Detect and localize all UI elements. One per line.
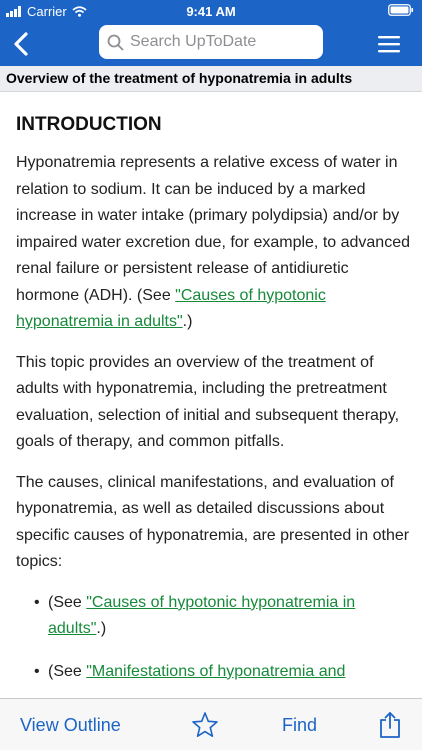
paragraph-intro bbox=[16, 150, 410, 336]
paragraph-text: Hyponatremia represents a relative excess of water in relation to sodium. It can be induced by a marked increase in water intake (primary polydipsia) and/or by impaired water excretion due, for example, to advanced renal failure or persistent release of antidiuretic hormone (ADH). (See bbox=[16, 154, 410, 304]
list-item-prefix: (See bbox=[48, 662, 87, 680]
app-header bbox=[0, 0, 422, 66]
bottom-toolbar bbox=[0, 698, 422, 750]
topic-title: Overview of the treatment of hyponatremia in adults bbox=[0, 66, 422, 92]
view-outline-button[interactable]: View Outline bbox=[20, 715, 121, 735]
list-item bbox=[34, 659, 410, 686]
find-button[interactable]: Find bbox=[282, 715, 318, 735]
section-heading: INTRODUCTION bbox=[16, 114, 162, 135]
star-icon bbox=[191, 711, 219, 739]
share-icon bbox=[378, 711, 402, 739]
list-item-prefix: (See bbox=[48, 593, 87, 611]
status-bar bbox=[0, 0, 422, 22]
menu-icon bbox=[378, 35, 400, 53]
paragraph-overview: This topic provides an overview of the treatment of adults with hyponatremia, including the pretreatment evaluation, selection of initial and subsequent therapy, goals of therapy, and common pitfalls. bbox=[16, 353, 400, 450]
back-button[interactable] bbox=[10, 30, 34, 58]
related-topics-list bbox=[16, 590, 410, 686]
article-content bbox=[0, 92, 422, 698]
carrier-label: Carrier bbox=[27, 4, 67, 19]
share-button[interactable] bbox=[378, 711, 402, 739]
navigation-bar bbox=[0, 22, 422, 66]
list-item-suffix: .) bbox=[96, 620, 107, 637]
menu-button[interactable] bbox=[378, 35, 400, 53]
status-right bbox=[388, 4, 414, 19]
back-chevron-icon bbox=[10, 30, 34, 58]
battery-icon bbox=[388, 4, 414, 16]
search-icon bbox=[107, 34, 124, 51]
search-field[interactable] bbox=[99, 25, 323, 59]
topic-link-causes-bullet[interactable]: "Causes of hypotonic hyponatremia in adults" bbox=[48, 593, 356, 637]
paragraph-end: .) bbox=[182, 313, 193, 330]
topic-link-causes[interactable]: "Causes of hypotonic hyponatremia in adults" bbox=[16, 286, 326, 330]
status-time: 9:41 AM bbox=[186, 4, 236, 19]
search-placeholder: Search UpToDate bbox=[130, 33, 257, 50]
list-item bbox=[34, 590, 410, 643]
paragraph-related: The causes, clinical manifestations, and evaluation of hyponatremia, as well as detailed discussions about specific causes of hyponatremia, are presented in other topics: bbox=[16, 473, 410, 570]
favorite-button[interactable] bbox=[191, 711, 219, 739]
topic-link-manifestations[interactable]: "Manifestations of hyponatremia and bbox=[86, 662, 346, 680]
